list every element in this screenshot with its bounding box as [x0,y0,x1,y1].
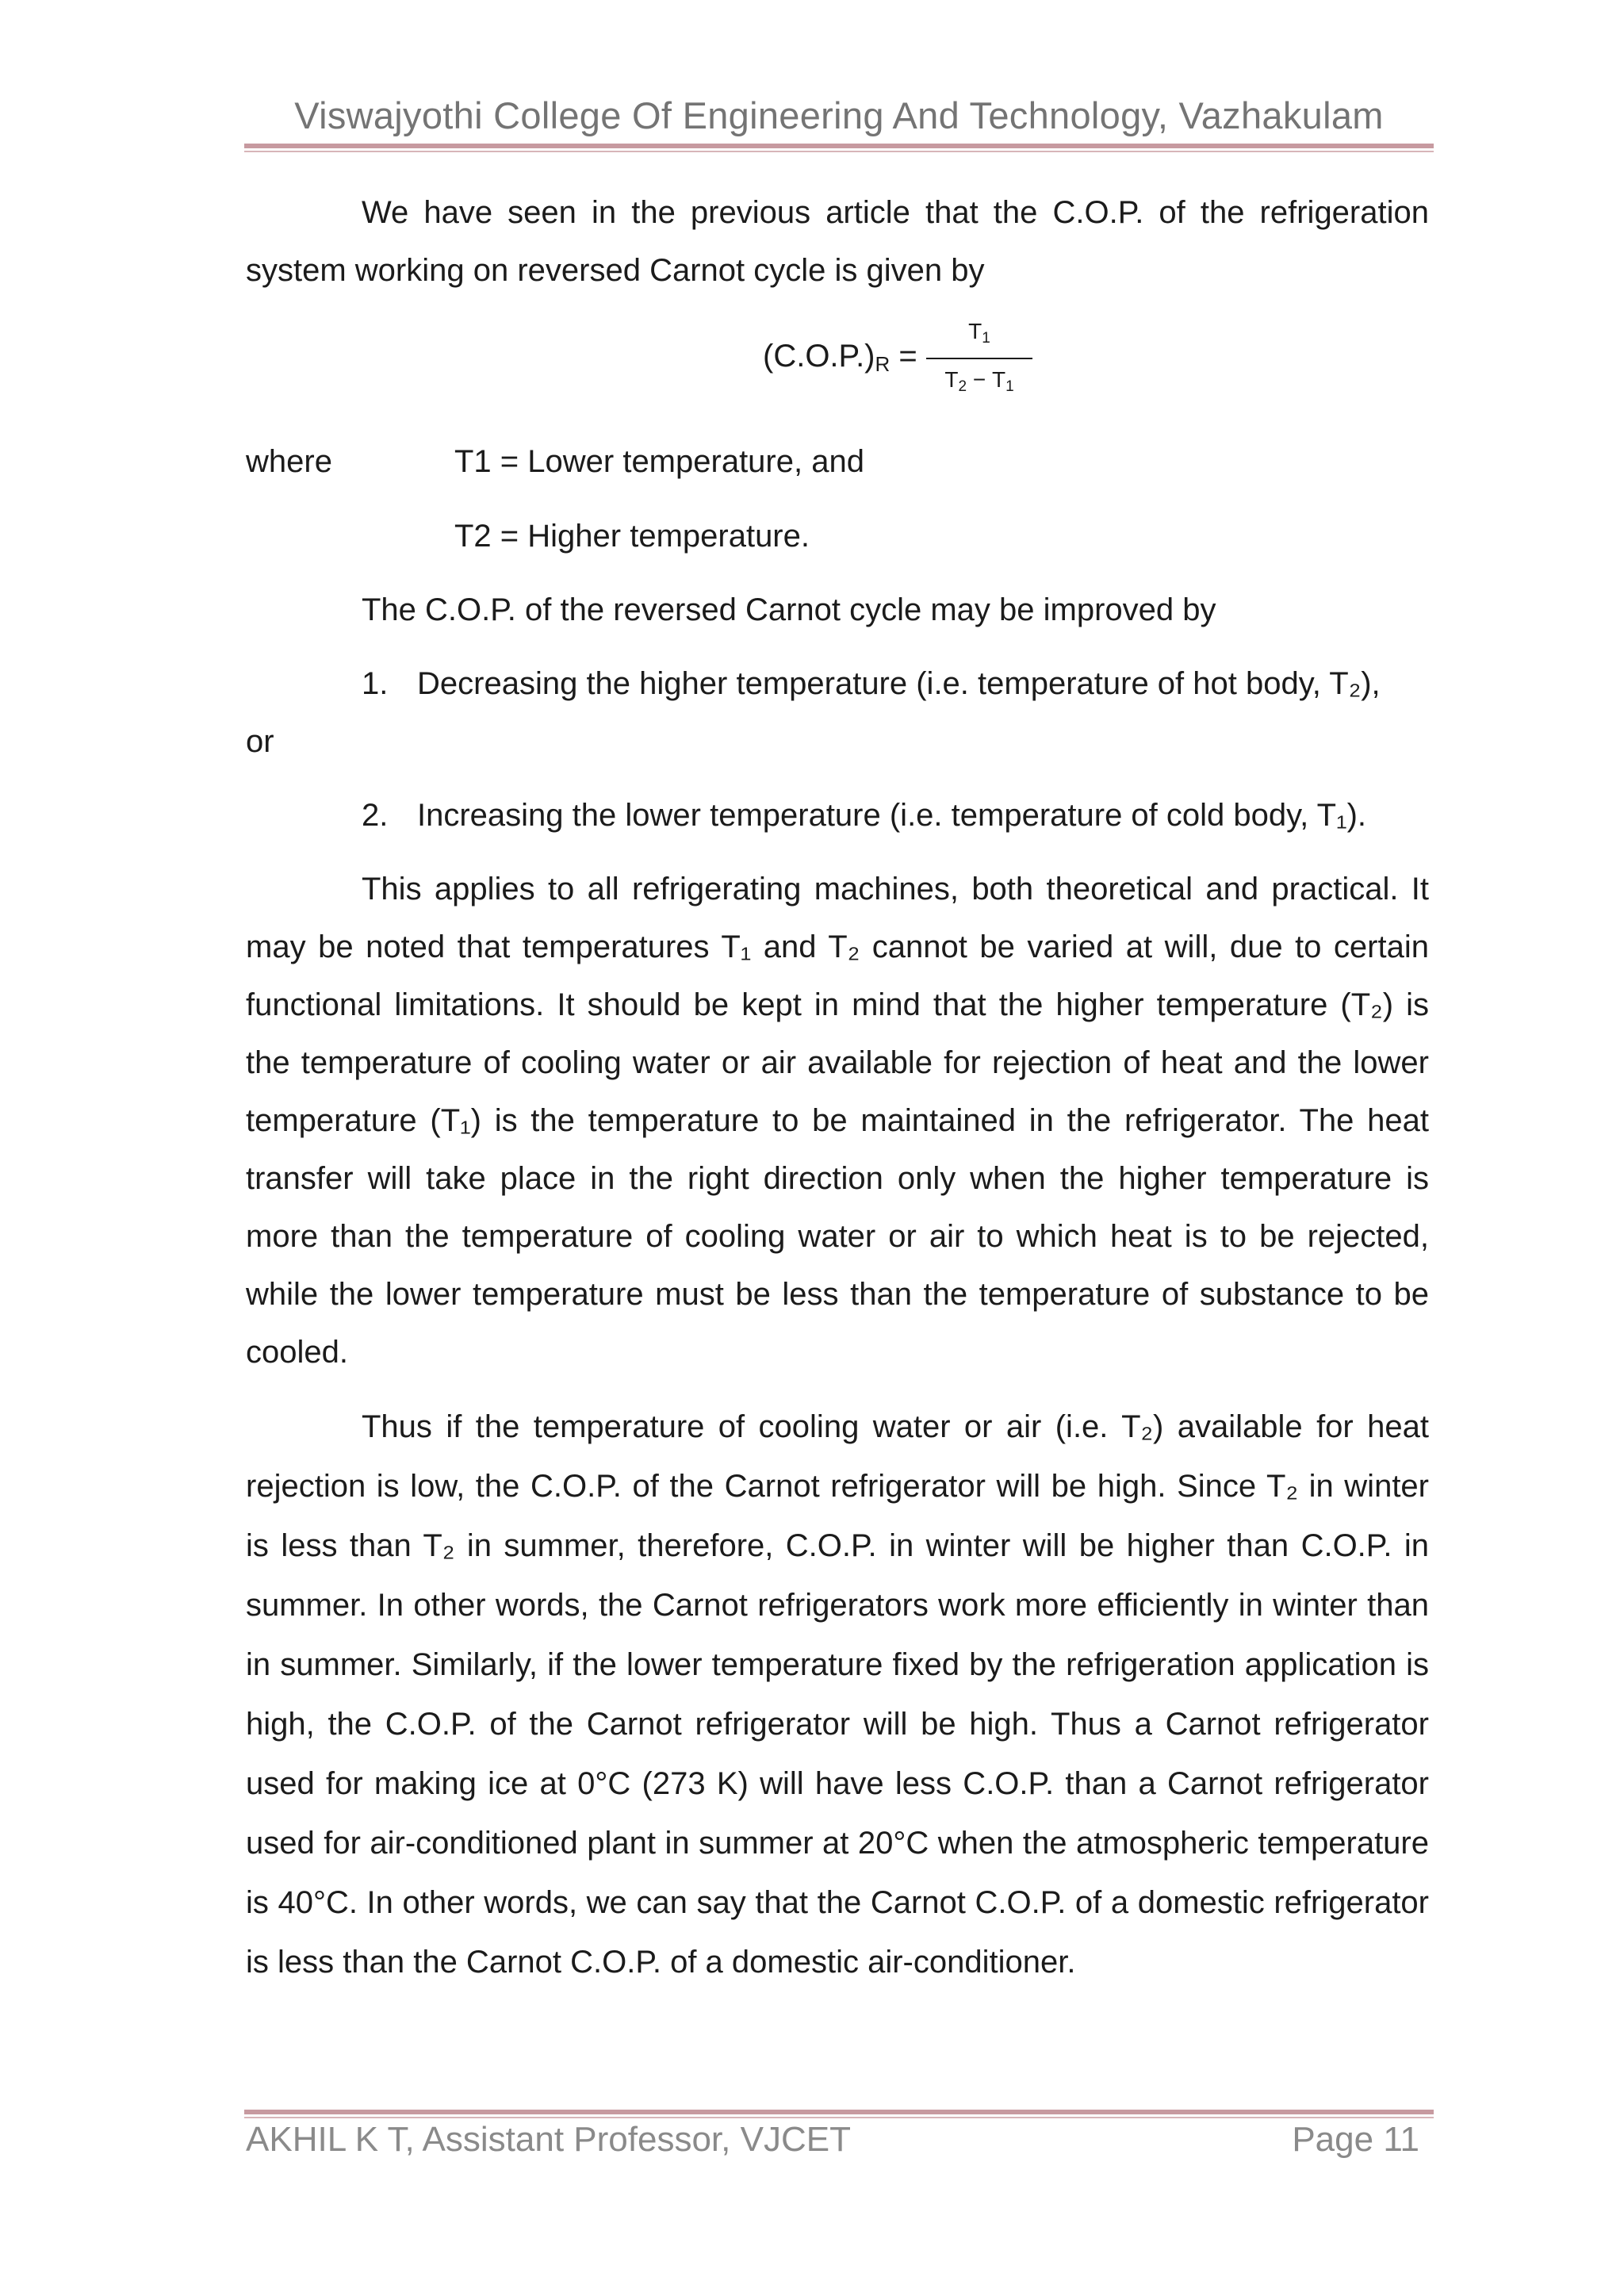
paragraph-winter-summer: Thus if the temperature of cooling water or air (i.e. T₂) available for heat rejection is low, the C.O.P. of the Carnot refrigerator will be high. Since T₂ in winter is less than T₂ in summer, therefore, C.O.P. in winter will be higher than C.O.P. in summer. In other words, the Carnot refrigerators work more efficiently in winter than in summer. Similarly, if the lower temperature fixed by the refrigeration application is high, the C.O.P. of the Carnot refrigerator will be high. Thus a Carnot refrigerator used for making ice at 0°C (273 K) will have less C.O.P. than a Carnot refrigerator used for air-conditioned plant in summer at 20°C when the atmospheric temperature is 40°C. In other words, we can say that the Carnot C.O.P. of a domestic refrigerator is less than the Carnot C.O.P. of a domestic air-conditioner. [246,1409,1429,1980]
where-label: where [246,444,332,479]
intro-paragraph: We have seen in the previous article that the C.O.P. of the refrigeration system working on reversed Carnot cycle is given by [246,195,1429,288]
improve-intro: The C.O.P. of the reversed Carnot cycle may be improved by [362,592,1216,627]
formula-fraction [926,317,1032,401]
page-header-college: Viswajyothi College Of Engineering And Technology, Vazhakulam [294,94,1384,136]
fraction-bar [926,358,1032,359]
where-t2: T2 = Higher temperature. [454,519,810,554]
or-label: or [246,724,274,759]
footer-page-number: Page 11 [1292,2120,1419,2159]
formula-denominator: $T_2 - T_1$ [944,367,1014,395]
page-content [246,184,1429,1992]
footer-author: AKHIL K T, Assistant Professor, VJCET [246,2120,851,2159]
formula-lhs: $(C.O.P.)_R$ = [763,339,917,376]
where-clause [246,433,1429,504]
header-rule [244,144,1434,152]
paragraph-limitations: This applies to all refrigerating machines, both theoretical and practical. It may be noted that temperatures T₁ and T₂ cannot be varied at will, due to certain functional limitations. It should be kept in mind that the higher temperature (T₂) is the temperature of cooling water or air available for rejection of heat and the lower temperature (T₁) is the temperature to be maintained in the refrigerator. The heat transfer will take place in the right direction only when the higher temperature is more than the temperature of cooling water or air to which heat is to be rejected, while the lower temperature must be less than the temperature of substance to be cooled. [246,872,1429,1370]
cop-formula [246,306,1429,433]
formula-numerator: $T_1$ [968,319,990,347]
where-t1: T1 = Lower temperature, and [454,444,864,479]
list-item-2: 2. Increasing the lower temperature (i.e. temperature of cold body, T₁). [362,798,1367,833]
list-item-1: 1. Decreasing the higher temperature (i.e. temperature of hot body, T₂), [362,666,1381,701]
